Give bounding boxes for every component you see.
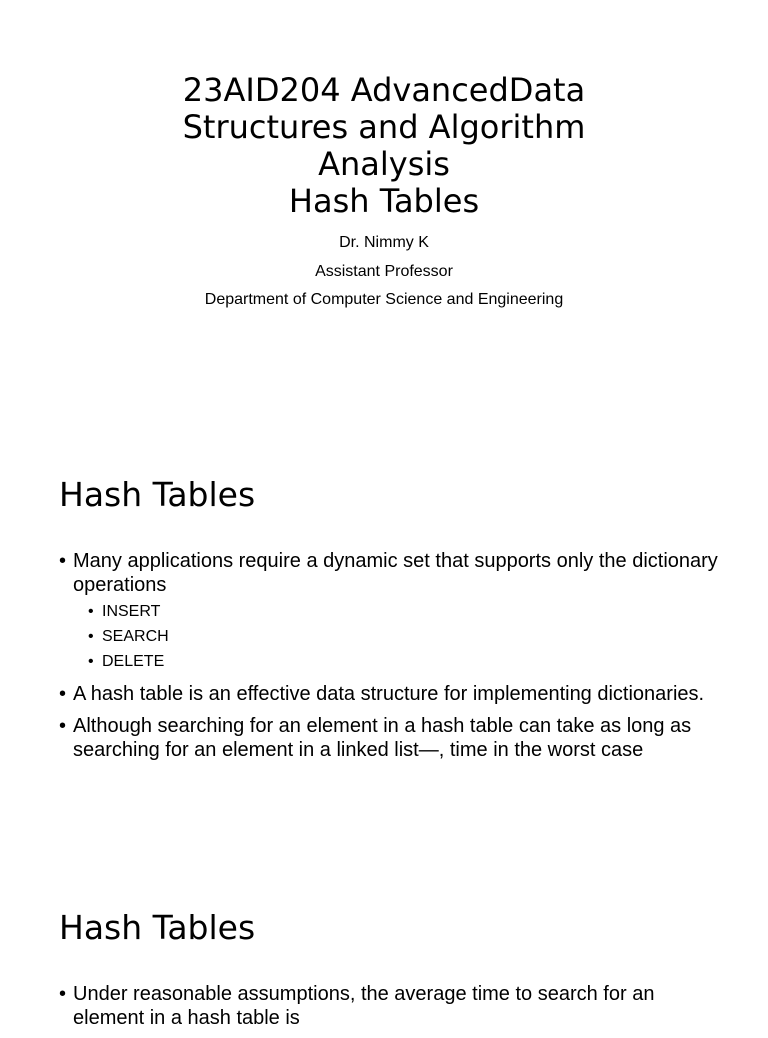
content-slide <box>0 433 768 863</box>
bullet-item <box>59 714 719 762</box>
bullet-text: Although searching for an element in a hash table can take as long as searching for an element in a linked list—, time in the worst case <box>73 715 692 761</box>
bullet-text: Many applications require a dynamic set that supports only the dictionary operations <box>73 550 718 596</box>
bullet-item <box>59 682 719 706</box>
content-slide <box>0 866 768 1029</box>
slide-subtitle <box>0 229 768 315</box>
slide-heading: Hash Tables <box>59 475 256 514</box>
sub-bullet-list <box>73 599 719 674</box>
title-line: Hash Tables <box>288 182 480 220</box>
title-line: Analysis <box>318 145 450 183</box>
title-line: Structures and Algorithm <box>182 108 586 146</box>
bullet-item <box>59 982 719 1030</box>
author-name: Dr. Nimmy K <box>339 234 429 251</box>
author-position: Assistant Professor <box>315 262 453 280</box>
author-department: Department of Computer Science and Engineering <box>204 291 564 308</box>
title-line: 23AID204 AdvancedData <box>182 71 586 109</box>
slide-heading: Hash Tables <box>59 908 256 947</box>
sub-bullet-item: • INSERT <box>73 599 719 624</box>
bullet-list <box>59 549 719 770</box>
sub-bullet-item: • SEARCH <box>73 624 719 649</box>
sub-bullet-item: • DELETE <box>73 649 719 674</box>
title-slide <box>0 0 768 430</box>
bullet-text: Under reasonable assumptions, the average time to search for an element in a hash table is <box>73 983 655 1029</box>
bullet-text: A hash table is an effective data structure for implementing dictionaries. <box>73 683 705 705</box>
bullet-item <box>59 549 719 674</box>
bullet-list <box>59 982 719 1038</box>
slide-title <box>0 72 768 220</box>
